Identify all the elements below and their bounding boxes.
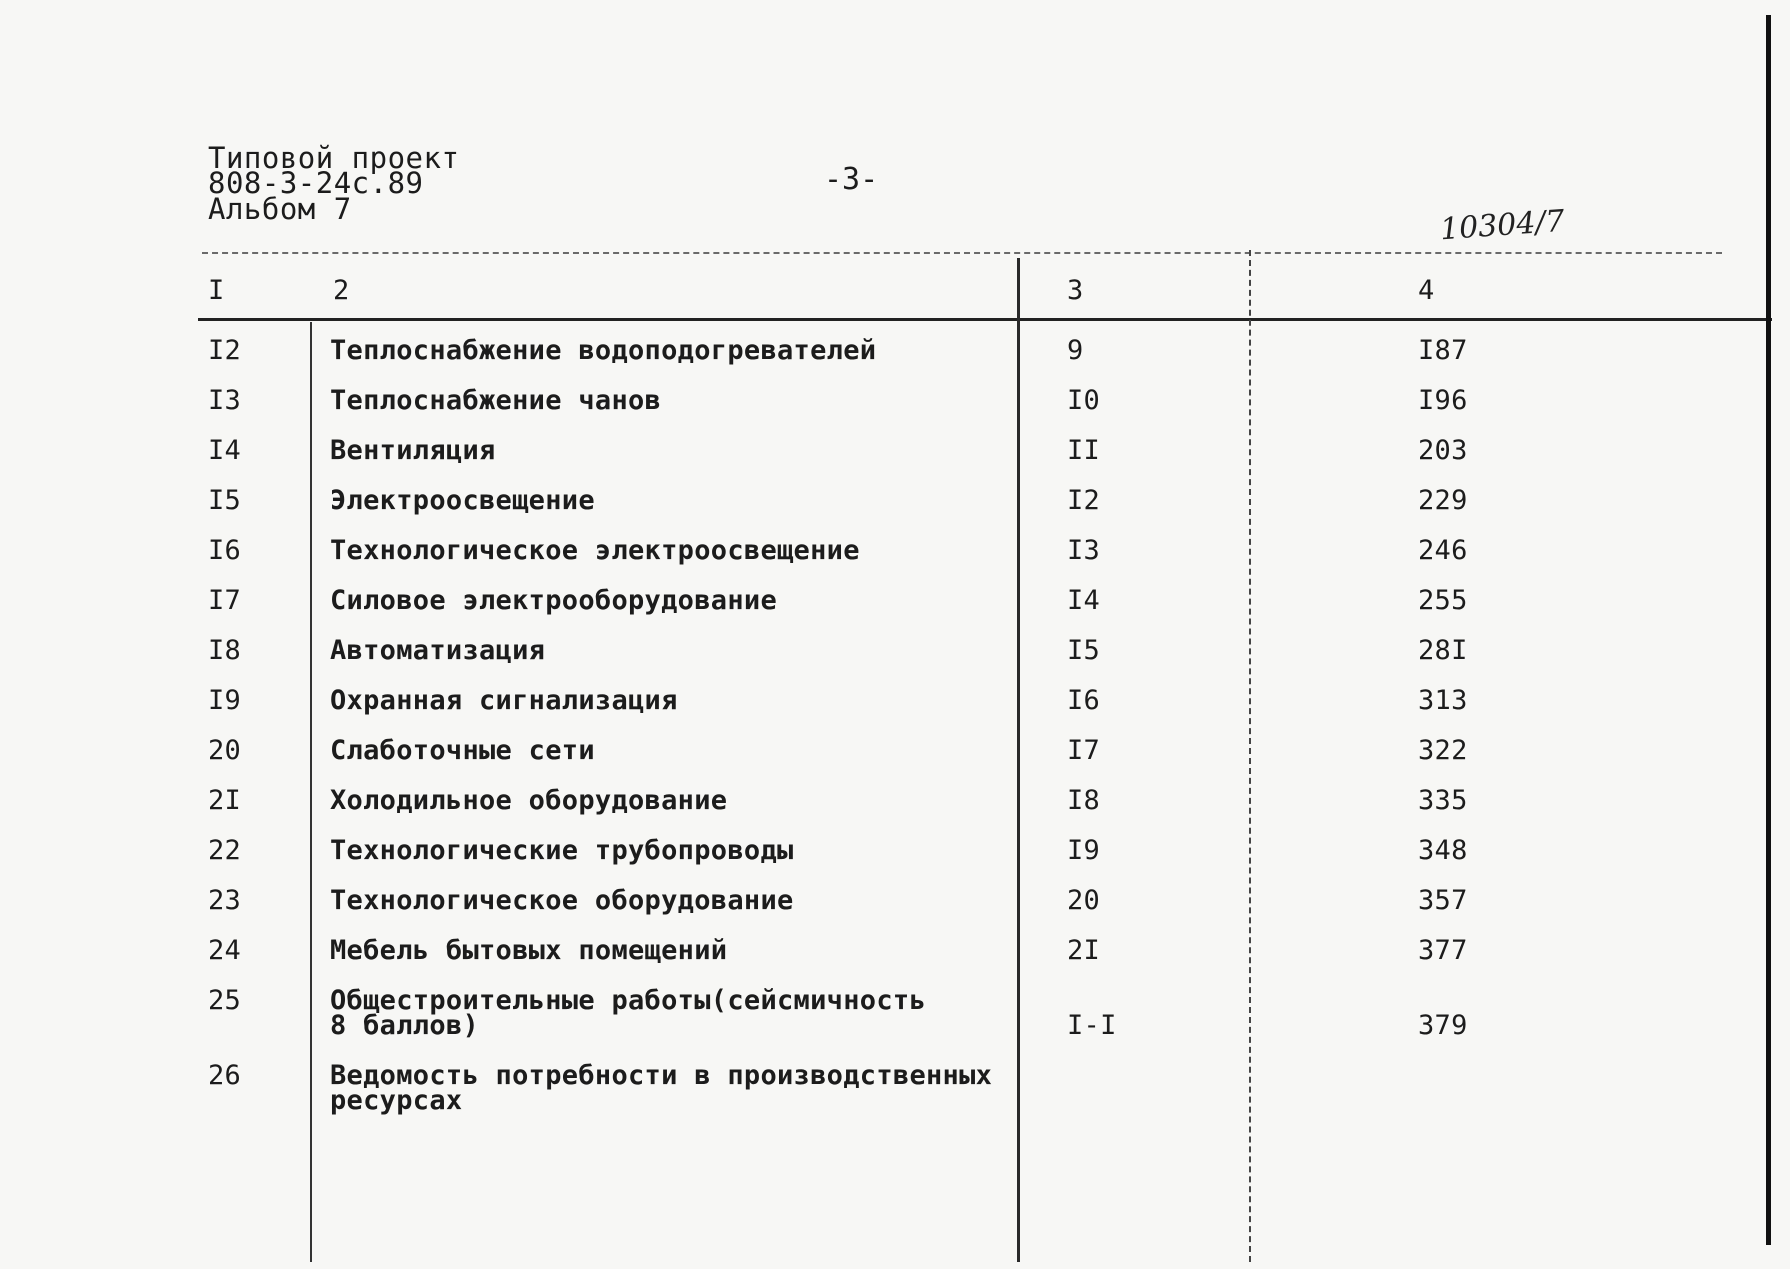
- row-name: Вентиляция: [330, 435, 496, 466]
- row-page: I96: [1418, 385, 1468, 416]
- row-number: I9: [208, 685, 242, 716]
- page-right-border: [1766, 15, 1771, 1245]
- row-page: 335: [1418, 785, 1468, 816]
- row-sheet: II: [1067, 435, 1101, 466]
- row-page: 203: [1418, 435, 1468, 466]
- column-divider-2: [1017, 258, 1020, 1262]
- table-top-border: [202, 252, 1722, 254]
- column-divider-3: [1249, 250, 1251, 1262]
- album-label: Альбом 7: [208, 192, 352, 226]
- row-name: Силовое электрооборудование: [330, 585, 777, 616]
- column-header-1: I: [208, 275, 225, 306]
- row-name: Технологические трубопроводы: [330, 835, 794, 866]
- page-number: -3-: [824, 162, 879, 197]
- row-sheet: I6: [1067, 685, 1101, 716]
- row-name-line1: Общестроительные работы(сейсмичность: [330, 985, 926, 1016]
- row-page: 379: [1418, 1010, 1468, 1041]
- row-number: I6: [208, 535, 242, 566]
- row-number: I8: [208, 635, 242, 666]
- row-sheet: I5: [1067, 635, 1101, 666]
- row-name: Охранная сигнализация: [330, 685, 678, 716]
- row-number: I5: [208, 485, 242, 516]
- row-sheet: I-I: [1067, 1010, 1117, 1041]
- row-name: Автоматизация: [330, 635, 546, 666]
- row-page: 313: [1418, 685, 1468, 716]
- row-page: 322: [1418, 735, 1468, 766]
- row-sheet: I4: [1067, 585, 1101, 616]
- row-page: 357: [1418, 885, 1468, 916]
- row-name: Теплоснабжение чанов: [330, 385, 662, 416]
- row-name: Электроосвещение: [330, 485, 595, 516]
- handwritten-reference: 10304/7: [1438, 203, 1566, 248]
- row-name: Холодильное оборудование: [330, 785, 728, 816]
- project-code: 808-3-24с.89: [208, 166, 424, 200]
- row-sheet: I9: [1067, 835, 1101, 866]
- row-name-line2: 8 баллов): [330, 1010, 479, 1041]
- row-sheet: I7: [1067, 735, 1101, 766]
- row-number: 25: [208, 985, 242, 1016]
- row-sheet: 20: [1067, 885, 1101, 916]
- row-sheet: 9: [1067, 335, 1084, 366]
- row-page: 348: [1418, 835, 1468, 866]
- row-page: 246: [1418, 535, 1468, 566]
- row-name: Технологическое электроосвещение: [330, 535, 860, 566]
- row-number: I7: [208, 585, 242, 616]
- row-sheet: I8: [1067, 785, 1101, 816]
- row-name: Технологическое оборудование: [330, 885, 794, 916]
- row-number: I4: [208, 435, 242, 466]
- row-sheet: I2: [1067, 485, 1101, 516]
- row-name: Теплоснабжение водоподогревателей: [330, 335, 877, 366]
- row-number: 23: [208, 885, 242, 916]
- row-name-line2: ресурсах: [330, 1085, 463, 1116]
- row-number: 22: [208, 835, 242, 866]
- row-number: I3: [208, 385, 242, 416]
- column-header-3: 3: [1067, 275, 1084, 306]
- row-page: 229: [1418, 485, 1468, 516]
- row-name: Мебель бытовых помещений: [330, 935, 728, 966]
- row-page: 255: [1418, 585, 1468, 616]
- row-number: 26: [208, 1060, 242, 1091]
- row-number: 24: [208, 935, 242, 966]
- row-page: 28I: [1418, 635, 1468, 666]
- row-sheet: I3: [1067, 535, 1101, 566]
- row-sheet: 2I: [1067, 935, 1101, 966]
- row-page: I87: [1418, 335, 1468, 366]
- row-number: 20: [208, 735, 242, 766]
- row-name-line1: Ведомость потребности в производственных: [330, 1060, 993, 1091]
- row-sheet: I0: [1067, 385, 1101, 416]
- row-number: 2I: [208, 785, 242, 816]
- row-page: 377: [1418, 935, 1468, 966]
- column-divider-1: [310, 322, 312, 1262]
- table-header-border: [198, 318, 1772, 321]
- project-type-label: Типовой проект: [208, 141, 460, 175]
- row-number: I2: [208, 335, 242, 366]
- column-header-2: 2: [333, 275, 350, 306]
- row-name: Слаботочные сети: [330, 735, 595, 766]
- column-header-4: 4: [1418, 275, 1435, 306]
